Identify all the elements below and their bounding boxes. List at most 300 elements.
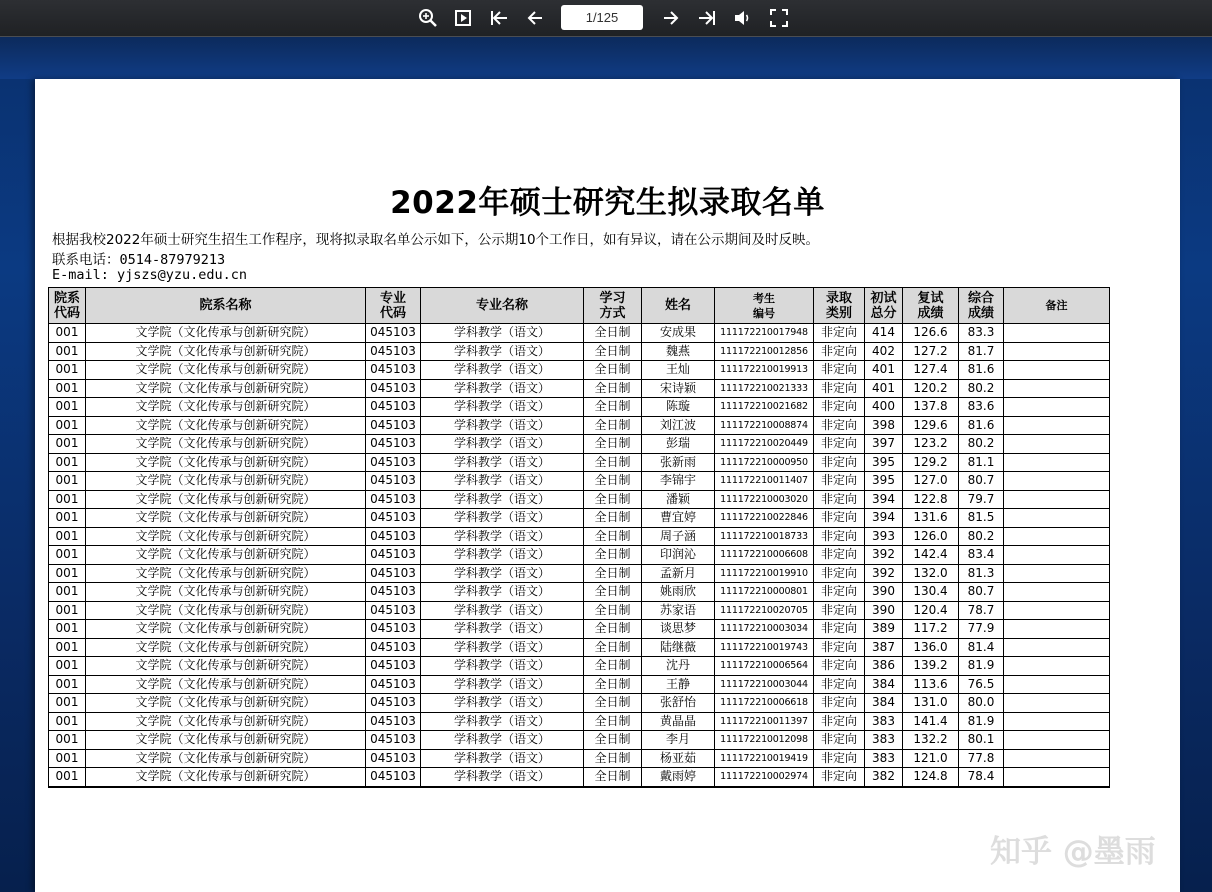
- cell-candidate-id: 111172210021333: [715, 379, 814, 398]
- cell-major-name: 学科教学（语文）: [421, 509, 584, 528]
- cell-retest-score: 117.2: [903, 620, 959, 639]
- cell-remarks: [1004, 527, 1110, 546]
- cell-study-mode: 全日制: [584, 675, 642, 694]
- cell-study-mode: 全日制: [584, 712, 642, 731]
- cell-admission-type: 非定向: [814, 768, 865, 787]
- cell-total-score: 83.3: [959, 324, 1004, 343]
- page-number-input[interactable]: 1/125: [561, 5, 643, 30]
- cell-remarks: [1004, 509, 1110, 528]
- cell-admission-type: 非定向: [814, 583, 865, 602]
- cell-initial-score: 383: [865, 749, 903, 768]
- cell-dept-code: 001: [49, 712, 86, 731]
- cell-dept-code: 001: [49, 490, 86, 509]
- cell-major-code: 045103: [366, 749, 421, 768]
- fullscreen-icon[interactable]: [766, 5, 792, 31]
- cell-dept-code: 001: [49, 638, 86, 657]
- cell-dept-name: 文学院（文化传承与创新研究院）: [86, 675, 366, 694]
- table-row: [49, 379, 1110, 398]
- cell-total-score: 80.2: [959, 379, 1004, 398]
- cell-remarks: [1004, 435, 1110, 454]
- cell-dept-name: 文学院（文化传承与创新研究院）: [86, 564, 366, 583]
- table-header-row: [49, 288, 1110, 324]
- cell-candidate-id: 111172210021682: [715, 398, 814, 417]
- cell-total-score: 81.1: [959, 453, 1004, 472]
- cell-admission-type: 非定向: [814, 416, 865, 435]
- cell-initial-score: 402: [865, 342, 903, 361]
- cell-admission-type: 非定向: [814, 749, 865, 768]
- cell-major-name: 学科教学（语文）: [421, 361, 584, 380]
- table-row: [49, 324, 1110, 343]
- cell-major-code: 045103: [366, 601, 421, 620]
- cell-dept-name: 文学院（文化传承与创新研究院）: [86, 601, 366, 620]
- cell-admission-type: 非定向: [814, 694, 865, 713]
- cell-major-code: 045103: [366, 453, 421, 472]
- cell-total-score: 81.6: [959, 361, 1004, 380]
- document-page: [35, 79, 1180, 892]
- fit-page-icon[interactable]: [450, 5, 476, 31]
- last-page-icon[interactable]: [694, 5, 720, 31]
- cell-remarks: [1004, 583, 1110, 602]
- header-remarks: 备注: [1004, 288, 1110, 324]
- cell-name: 刘江波: [642, 416, 715, 435]
- cell-admission-type: 非定向: [814, 564, 865, 583]
- table-row: [49, 416, 1110, 435]
- cell-admission-type: 非定向: [814, 601, 865, 620]
- cell-major-name: 学科教学（语文）: [421, 712, 584, 731]
- cell-total-score: 81.9: [959, 657, 1004, 676]
- cell-major-code: 045103: [366, 324, 421, 343]
- cell-candidate-id: 111172210000950: [715, 453, 814, 472]
- cell-admission-type: 非定向: [814, 731, 865, 750]
- cell-study-mode: 全日制: [584, 731, 642, 750]
- cell-major-code: 045103: [366, 768, 421, 787]
- table-row: [49, 731, 1110, 750]
- cell-initial-score: 395: [865, 472, 903, 491]
- contact-email: E-mail: yjszs@yzu.edu.cn: [52, 267, 248, 283]
- cell-dept-code: 001: [49, 601, 86, 620]
- cell-name: 李锦宇: [642, 472, 715, 491]
- cell-dept-code: 001: [49, 398, 86, 417]
- cell-admission-type: 非定向: [814, 361, 865, 380]
- cell-retest-score: 136.0: [903, 638, 959, 657]
- cell-retest-score: 129.6: [903, 416, 959, 435]
- cell-study-mode: 全日制: [584, 472, 642, 491]
- cell-remarks: [1004, 361, 1110, 380]
- table-row: [49, 342, 1110, 361]
- cell-major-name: 学科教学（语文）: [421, 675, 584, 694]
- contact-phone: 联系电话：0514-87979213: [52, 252, 226, 268]
- cell-study-mode: 全日制: [584, 583, 642, 602]
- cell-dept-name: 文学院（文化传承与创新研究院）: [86, 546, 366, 565]
- cell-dept-code: 001: [49, 453, 86, 472]
- cell-initial-score: 401: [865, 361, 903, 380]
- table-row: [49, 657, 1110, 676]
- cell-retest-score: 127.0: [903, 472, 959, 491]
- cell-major-name: 学科教学（语文）: [421, 601, 584, 620]
- cell-retest-score: 126.0: [903, 527, 959, 546]
- volume-icon[interactable]: [730, 5, 756, 31]
- table-row: [49, 546, 1110, 565]
- cell-name: 孟新月: [642, 564, 715, 583]
- cell-initial-score: 392: [865, 546, 903, 565]
- cell-admission-type: 非定向: [814, 379, 865, 398]
- cell-major-code: 045103: [366, 361, 421, 380]
- cell-dept-code: 001: [49, 731, 86, 750]
- cell-major-code: 045103: [366, 657, 421, 676]
- cell-major-name: 学科教学（语文）: [421, 324, 584, 343]
- cell-major-code: 045103: [366, 564, 421, 583]
- cell-study-mode: 全日制: [584, 657, 642, 676]
- cell-candidate-id: 111172210006608: [715, 546, 814, 565]
- cell-retest-score: 123.2: [903, 435, 959, 454]
- cell-major-name: 学科教学（语文）: [421, 694, 584, 713]
- cell-initial-score: 384: [865, 694, 903, 713]
- cell-remarks: [1004, 564, 1110, 583]
- cell-retest-score: 131.0: [903, 694, 959, 713]
- cell-dept-code: 001: [49, 657, 86, 676]
- cell-name: 杨亚茹: [642, 749, 715, 768]
- cell-dept-code: 001: [49, 379, 86, 398]
- cell-study-mode: 全日制: [584, 342, 642, 361]
- cell-total-score: 80.2: [959, 527, 1004, 546]
- cell-dept-name: 文学院（文化传承与创新研究院）: [86, 749, 366, 768]
- cell-name: 潘颖: [642, 490, 715, 509]
- cell-candidate-id: 111172210019910: [715, 564, 814, 583]
- cell-dept-code: 001: [49, 342, 86, 361]
- cell-study-mode: 全日制: [584, 564, 642, 583]
- cell-dept-name: 文学院（文化传承与创新研究院）: [86, 731, 366, 750]
- cell-remarks: [1004, 657, 1110, 676]
- cell-initial-score: 390: [865, 601, 903, 620]
- cell-candidate-id: 111172210012856: [715, 342, 814, 361]
- header-major-code: 专业 代码: [366, 288, 421, 324]
- cell-dept-code: 001: [49, 435, 86, 454]
- cell-retest-score: 127.2: [903, 342, 959, 361]
- cell-major-code: 045103: [366, 620, 421, 639]
- cell-study-mode: 全日制: [584, 638, 642, 657]
- cell-study-mode: 全日制: [584, 527, 642, 546]
- cell-candidate-id: 111172210019743: [715, 638, 814, 657]
- cell-candidate-id: 111172210020449: [715, 435, 814, 454]
- header-initial-score: 初试 总分: [865, 288, 903, 324]
- cell-major-code: 045103: [366, 675, 421, 694]
- header-total-score: 综合 成绩: [959, 288, 1004, 324]
- cell-total-score: 78.4: [959, 768, 1004, 787]
- header-retest-score: 复试 成绩: [903, 288, 959, 324]
- cell-dept-name: 文学院（文化传承与创新研究院）: [86, 472, 366, 491]
- cell-remarks: [1004, 675, 1110, 694]
- intro-text: 根据我校2022年硕士研究生招生工作程序，现将拟录取名单公示如下，公示期10个工作日，如有异议，请在公示期间及时反映。: [52, 232, 820, 248]
- cell-major-code: 045103: [366, 490, 421, 509]
- cell-major-name: 学科教学（语文）: [421, 657, 584, 676]
- cell-major-name: 学科教学（语文）: [421, 527, 584, 546]
- cell-major-name: 学科教学（语文）: [421, 546, 584, 565]
- cell-study-mode: 全日制: [584, 749, 642, 768]
- table-row: [49, 712, 1110, 731]
- cell-total-score: 77.8: [959, 749, 1004, 768]
- cell-total-score: 81.7: [959, 342, 1004, 361]
- cell-name: 黄晶晶: [642, 712, 715, 731]
- cell-candidate-id: 111172210003034: [715, 620, 814, 639]
- cell-initial-score: 383: [865, 712, 903, 731]
- cell-name: 王灿: [642, 361, 715, 380]
- next-page-icon[interactable]: [658, 5, 684, 31]
- cell-major-name: 学科教学（语文）: [421, 490, 584, 509]
- cell-admission-type: 非定向: [814, 620, 865, 639]
- cell-name: 印润沁: [642, 546, 715, 565]
- cell-candidate-id: 111172210006564: [715, 657, 814, 676]
- cell-retest-score: 131.6: [903, 509, 959, 528]
- cell-retest-score: 120.2: [903, 379, 959, 398]
- cell-name: 李月: [642, 731, 715, 750]
- cell-study-mode: 全日制: [584, 620, 642, 639]
- cell-major-name: 学科教学（语文）: [421, 731, 584, 750]
- cell-major-name: 学科教学（语文）: [421, 435, 584, 454]
- cell-dept-code: 001: [49, 527, 86, 546]
- cell-major-name: 学科教学（语文）: [421, 749, 584, 768]
- cell-name: 曹宜婷: [642, 509, 715, 528]
- cell-initial-score: 397: [865, 435, 903, 454]
- table-row: [49, 564, 1110, 583]
- cell-major-code: 045103: [366, 398, 421, 417]
- cell-study-mode: 全日制: [584, 490, 642, 509]
- cell-dept-code: 001: [49, 583, 86, 602]
- cell-retest-score: 141.4: [903, 712, 959, 731]
- header-major-name: 专业名称: [421, 288, 584, 324]
- cell-major-code: 045103: [366, 416, 421, 435]
- cell-study-mode: 全日制: [584, 416, 642, 435]
- cell-study-mode: 全日制: [584, 694, 642, 713]
- cell-remarks: [1004, 712, 1110, 731]
- cell-major-name: 学科教学（语文）: [421, 583, 584, 602]
- cell-total-score: 81.9: [959, 712, 1004, 731]
- cell-study-mode: 全日制: [584, 435, 642, 454]
- cell-remarks: [1004, 620, 1110, 639]
- cell-remarks: [1004, 694, 1110, 713]
- cell-major-code: 045103: [366, 731, 421, 750]
- cell-dept-name: 文学院（文化传承与创新研究院）: [86, 435, 366, 454]
- table-row: [49, 675, 1110, 694]
- cell-dept-code: 001: [49, 361, 86, 380]
- cell-major-code: 045103: [366, 379, 421, 398]
- cell-major-name: 学科教学（语文）: [421, 472, 584, 491]
- cell-total-score: 81.3: [959, 564, 1004, 583]
- cell-study-mode: 全日制: [584, 546, 642, 565]
- cell-initial-score: 389: [865, 620, 903, 639]
- cell-dept-name: 文学院（文化传承与创新研究院）: [86, 324, 366, 343]
- cell-dept-name: 文学院（文化传承与创新研究院）: [86, 583, 366, 602]
- cell-total-score: 81.4: [959, 638, 1004, 657]
- cell-name: 沈丹: [642, 657, 715, 676]
- cell-retest-score: 122.8: [903, 490, 959, 509]
- cell-retest-score: 130.4: [903, 583, 959, 602]
- cell-remarks: [1004, 731, 1110, 750]
- cell-initial-score: 386: [865, 657, 903, 676]
- cell-major-name: 学科教学（语文）: [421, 638, 584, 657]
- cell-admission-type: 非定向: [814, 324, 865, 343]
- cell-major-name: 学科教学（语文）: [421, 768, 584, 787]
- cell-retest-score: 139.2: [903, 657, 959, 676]
- cell-dept-name: 文学院（文化传承与创新研究院）: [86, 657, 366, 676]
- cell-retest-score: 129.2: [903, 453, 959, 472]
- cell-dept-code: 001: [49, 416, 86, 435]
- table-row: [49, 749, 1110, 768]
- cell-candidate-id: 111172210008874: [715, 416, 814, 435]
- cell-major-code: 045103: [366, 435, 421, 454]
- cell-initial-score: 394: [865, 490, 903, 509]
- cell-total-score: 81.5: [959, 509, 1004, 528]
- cell-total-score: 83.6: [959, 398, 1004, 417]
- cell-admission-type: 非定向: [814, 657, 865, 676]
- cell-admission-type: 非定向: [814, 509, 865, 528]
- cell-initial-score: 393: [865, 527, 903, 546]
- cell-study-mode: 全日制: [584, 768, 642, 787]
- table-row: [49, 620, 1110, 639]
- cell-total-score: 76.5: [959, 675, 1004, 694]
- viewer-toolbar: [0, 0, 1212, 37]
- cell-study-mode: 全日制: [584, 453, 642, 472]
- cell-name: 戴雨婷: [642, 768, 715, 787]
- cell-retest-score: 142.4: [903, 546, 959, 565]
- first-page-icon[interactable]: [486, 5, 512, 31]
- cell-initial-score: 387: [865, 638, 903, 657]
- cell-name: 王静: [642, 675, 715, 694]
- cell-dept-name: 文学院（文化传承与创新研究院）: [86, 768, 366, 787]
- cell-major-code: 045103: [366, 694, 421, 713]
- cell-dept-name: 文学院（文化传承与创新研究院）: [86, 694, 366, 713]
- table-row: [49, 453, 1110, 472]
- table-row: [49, 583, 1110, 602]
- cell-dept-name: 文学院（文化传承与创新研究院）: [86, 638, 366, 657]
- cell-candidate-id: 111172210022846: [715, 509, 814, 528]
- cell-major-code: 045103: [366, 638, 421, 657]
- cell-dept-code: 001: [49, 546, 86, 565]
- table-row: [49, 361, 1110, 380]
- cell-major-name: 学科教学（语文）: [421, 342, 584, 361]
- cell-dept-name: 文学院（文化传承与创新研究院）: [86, 490, 366, 509]
- viewer-background: [0, 37, 1212, 79]
- cell-dept-name: 文学院（文化传承与创新研究院）: [86, 379, 366, 398]
- previous-page-icon[interactable]: [522, 5, 548, 31]
- cell-major-name: 学科教学（语文）: [421, 379, 584, 398]
- cell-name: 苏家语: [642, 601, 715, 620]
- cell-admission-type: 非定向: [814, 712, 865, 731]
- cell-total-score: 83.4: [959, 546, 1004, 565]
- cell-remarks: [1004, 601, 1110, 620]
- cell-major-code: 045103: [366, 583, 421, 602]
- cell-name: 彭瑞: [642, 435, 715, 454]
- cell-remarks: [1004, 490, 1110, 509]
- cell-admission-type: 非定向: [814, 527, 865, 546]
- cell-retest-score: 113.6: [903, 675, 959, 694]
- cell-remarks: [1004, 416, 1110, 435]
- cell-remarks: [1004, 472, 1110, 491]
- cell-initial-score: 384: [865, 675, 903, 694]
- cell-initial-score: 395: [865, 453, 903, 472]
- cell-candidate-id: 111172210006618: [715, 694, 814, 713]
- table-row: [49, 398, 1110, 417]
- cell-study-mode: 全日制: [584, 398, 642, 417]
- cell-study-mode: 全日制: [584, 324, 642, 343]
- cell-initial-score: 401: [865, 379, 903, 398]
- table-row: [49, 527, 1110, 546]
- cell-candidate-id: 111172210003044: [715, 675, 814, 694]
- cell-name: 安成果: [642, 324, 715, 343]
- cell-major-code: 045103: [366, 342, 421, 361]
- cell-dept-name: 文学院（文化传承与创新研究院）: [86, 398, 366, 417]
- cell-remarks: [1004, 342, 1110, 361]
- cell-dept-code: 001: [49, 472, 86, 491]
- cell-admission-type: 非定向: [814, 435, 865, 454]
- cell-study-mode: 全日制: [584, 509, 642, 528]
- cell-dept-name: 文学院（文化传承与创新研究院）: [86, 342, 366, 361]
- cell-name: 陆继薇: [642, 638, 715, 657]
- table-row: [49, 768, 1110, 787]
- cell-candidate-id: 111172210011407: [715, 472, 814, 491]
- cell-study-mode: 全日制: [584, 601, 642, 620]
- cell-major-name: 学科教学（语文）: [421, 416, 584, 435]
- cell-admission-type: 非定向: [814, 398, 865, 417]
- cell-admission-type: 非定向: [814, 342, 865, 361]
- cell-candidate-id: 111172210012098: [715, 731, 814, 750]
- cell-candidate-id: 111172210019913: [715, 361, 814, 380]
- cell-name: 周子涵: [642, 527, 715, 546]
- cell-initial-score: 414: [865, 324, 903, 343]
- cell-retest-score: 127.4: [903, 361, 959, 380]
- cell-dept-name: 文学院（文化传承与创新研究院）: [86, 527, 366, 546]
- cell-name: 张舒怡: [642, 694, 715, 713]
- table-row: [49, 509, 1110, 528]
- cell-initial-score: 398: [865, 416, 903, 435]
- header-candidate-id: 考生 编号: [715, 288, 814, 324]
- cell-candidate-id: 111172210003020: [715, 490, 814, 509]
- cell-initial-score: 394: [865, 509, 903, 528]
- table-row: [49, 601, 1110, 620]
- table-row: [49, 490, 1110, 509]
- cell-retest-score: 132.2: [903, 731, 959, 750]
- cell-candidate-id: 111172210002974: [715, 768, 814, 787]
- cell-name: 谈思梦: [642, 620, 715, 639]
- zoom-icon[interactable]: [415, 5, 441, 31]
- header-name: 姓名: [642, 288, 715, 324]
- cell-dept-code: 001: [49, 694, 86, 713]
- cell-major-name: 学科教学（语文）: [421, 620, 584, 639]
- cell-admission-type: 非定向: [814, 546, 865, 565]
- document-title: 2022年硕士研究生拟录取名单: [390, 185, 825, 221]
- cell-study-mode: 全日制: [584, 361, 642, 380]
- cell-total-score: 80.7: [959, 583, 1004, 602]
- cell-major-name: 学科教学（语文）: [421, 453, 584, 472]
- cell-retest-score: 132.0: [903, 564, 959, 583]
- cell-major-code: 045103: [366, 527, 421, 546]
- cell-candidate-id: 111172210000801: [715, 583, 814, 602]
- cell-name: 陈璇: [642, 398, 715, 417]
- cell-name: 魏燕: [642, 342, 715, 361]
- cell-remarks: [1004, 546, 1110, 565]
- cell-name: 宋诗颖: [642, 379, 715, 398]
- cell-retest-score: 124.8: [903, 768, 959, 787]
- cell-dept-code: 001: [49, 509, 86, 528]
- cell-major-code: 045103: [366, 546, 421, 565]
- cell-initial-score: 400: [865, 398, 903, 417]
- cell-admission-type: 非定向: [814, 638, 865, 657]
- cell-initial-score: 383: [865, 731, 903, 750]
- cell-retest-score: 121.0: [903, 749, 959, 768]
- cell-initial-score: 390: [865, 583, 903, 602]
- cell-total-score: 81.6: [959, 416, 1004, 435]
- cell-total-score: 78.7: [959, 601, 1004, 620]
- header-study-mode: 学习 方式: [584, 288, 642, 324]
